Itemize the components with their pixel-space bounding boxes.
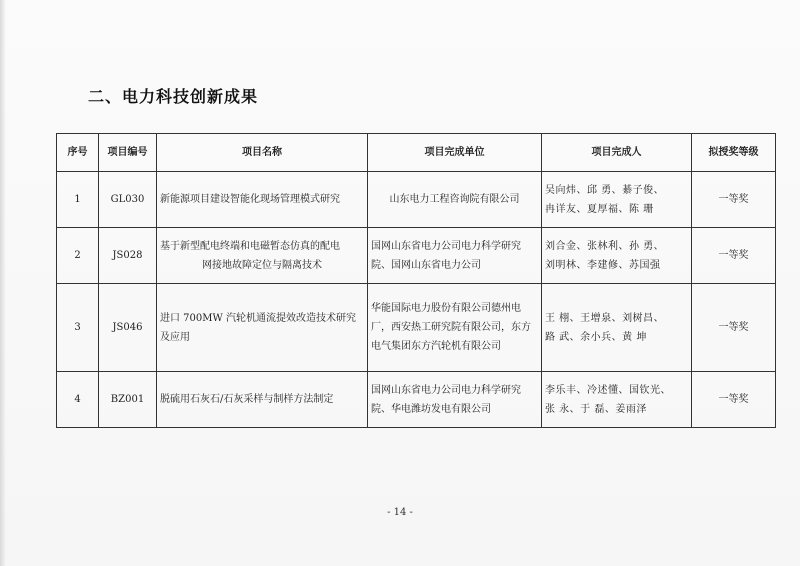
cell-name (157, 228, 368, 284)
unit-line: 院、华电潍坊发电有限公司 (371, 403, 491, 415)
unit-line: 国网山东省电力公司电力科学研究 (371, 240, 521, 252)
cell-people (542, 372, 692, 428)
people-line: 王 栩、王增泉、刘树昌、 (545, 312, 665, 324)
unit-line: 院、国网山东省电力公司 (371, 259, 481, 271)
cell-code: JS028 (99, 228, 157, 284)
table-row (57, 284, 776, 372)
cell-code: GL030 (99, 172, 157, 228)
unit-line: 华能国际电力股份有限公司德州电 (371, 303, 521, 314)
cell-award: 一等奖 (692, 372, 776, 428)
cell-unit (368, 228, 542, 284)
header-code: 项目编号 (99, 134, 157, 172)
cell-people (542, 172, 692, 228)
cell-seq: 3 (57, 284, 99, 372)
section-title: 二、电力科技创新成果 (88, 87, 259, 106)
cell-award: 一等奖 (692, 228, 776, 284)
people-line: 吴向炜、邱 勇、綦子俊、 (545, 184, 665, 196)
table-row (57, 172, 776, 228)
awards-table (56, 133, 776, 428)
cell-name (157, 372, 368, 428)
page-number: - 14 - (387, 507, 413, 518)
cell-name (157, 172, 368, 228)
cell-unit (368, 284, 542, 372)
cell-award: 一等奖 (692, 172, 776, 228)
name-line: 脱硫用石灰石/石灰采样与制样方法制定 (160, 394, 334, 405)
cell-seq: 4 (57, 372, 99, 428)
people-line: 刘明林、李建修、苏国强 (545, 259, 661, 271)
cell-people (542, 284, 692, 372)
unit-line: 电气集团东方汽轮机有限公司 (371, 341, 501, 352)
header-unit: 项目完成单位 (368, 134, 542, 172)
cell-unit (368, 372, 542, 428)
cell-people (542, 228, 692, 284)
table-row (57, 372, 776, 428)
scan-edge-shadow (0, 0, 6, 566)
header-people: 项目完成人 (542, 134, 692, 172)
table-header-row (57, 134, 776, 172)
header-name: 项目名称 (157, 134, 368, 172)
name-line: 网接地故障定位与隔离技术 (202, 259, 322, 271)
people-line: 张 永、于 磊、姜雨泽 (545, 403, 647, 415)
unit-line: 厂，西安热工研究院有限公司，东方 (371, 322, 531, 333)
header-award: 拟授奖等级 (692, 134, 776, 172)
unit-line: 国网山东省电力公司电力科学研究 (371, 384, 521, 396)
people-line: 刘合金、张林利、孙 勇、 (545, 240, 665, 252)
cell-seq: 2 (57, 228, 99, 284)
name-line: 新能源项目建设智能化现场管理模式研究 (160, 194, 340, 205)
cell-unit (368, 172, 542, 228)
unit-line: 山东电力工程咨询院有限公司 (389, 194, 520, 205)
cell-seq: 1 (57, 172, 99, 228)
people-line: 李乐丰、冷述懂、国钦光、 (545, 384, 671, 396)
table-row (57, 228, 776, 284)
name-line: 基于新型配电终端和电磁暂态仿真的配电 (160, 240, 340, 252)
header-seq: 序号 (57, 134, 99, 172)
name-line: 及应用 (160, 331, 190, 343)
people-line: 冉详友、夏厚福、陈 珊 (545, 203, 654, 215)
people-line: 路 武、余小兵、黄 坤 (545, 331, 647, 343)
cell-code: JS046 (99, 284, 157, 372)
cell-code: BZ001 (99, 372, 157, 428)
cell-name (157, 284, 368, 372)
cell-award: 一等奖 (692, 284, 776, 372)
name-line: 进口 700MW 汽轮机通流提效改造技术研究 (160, 312, 356, 324)
